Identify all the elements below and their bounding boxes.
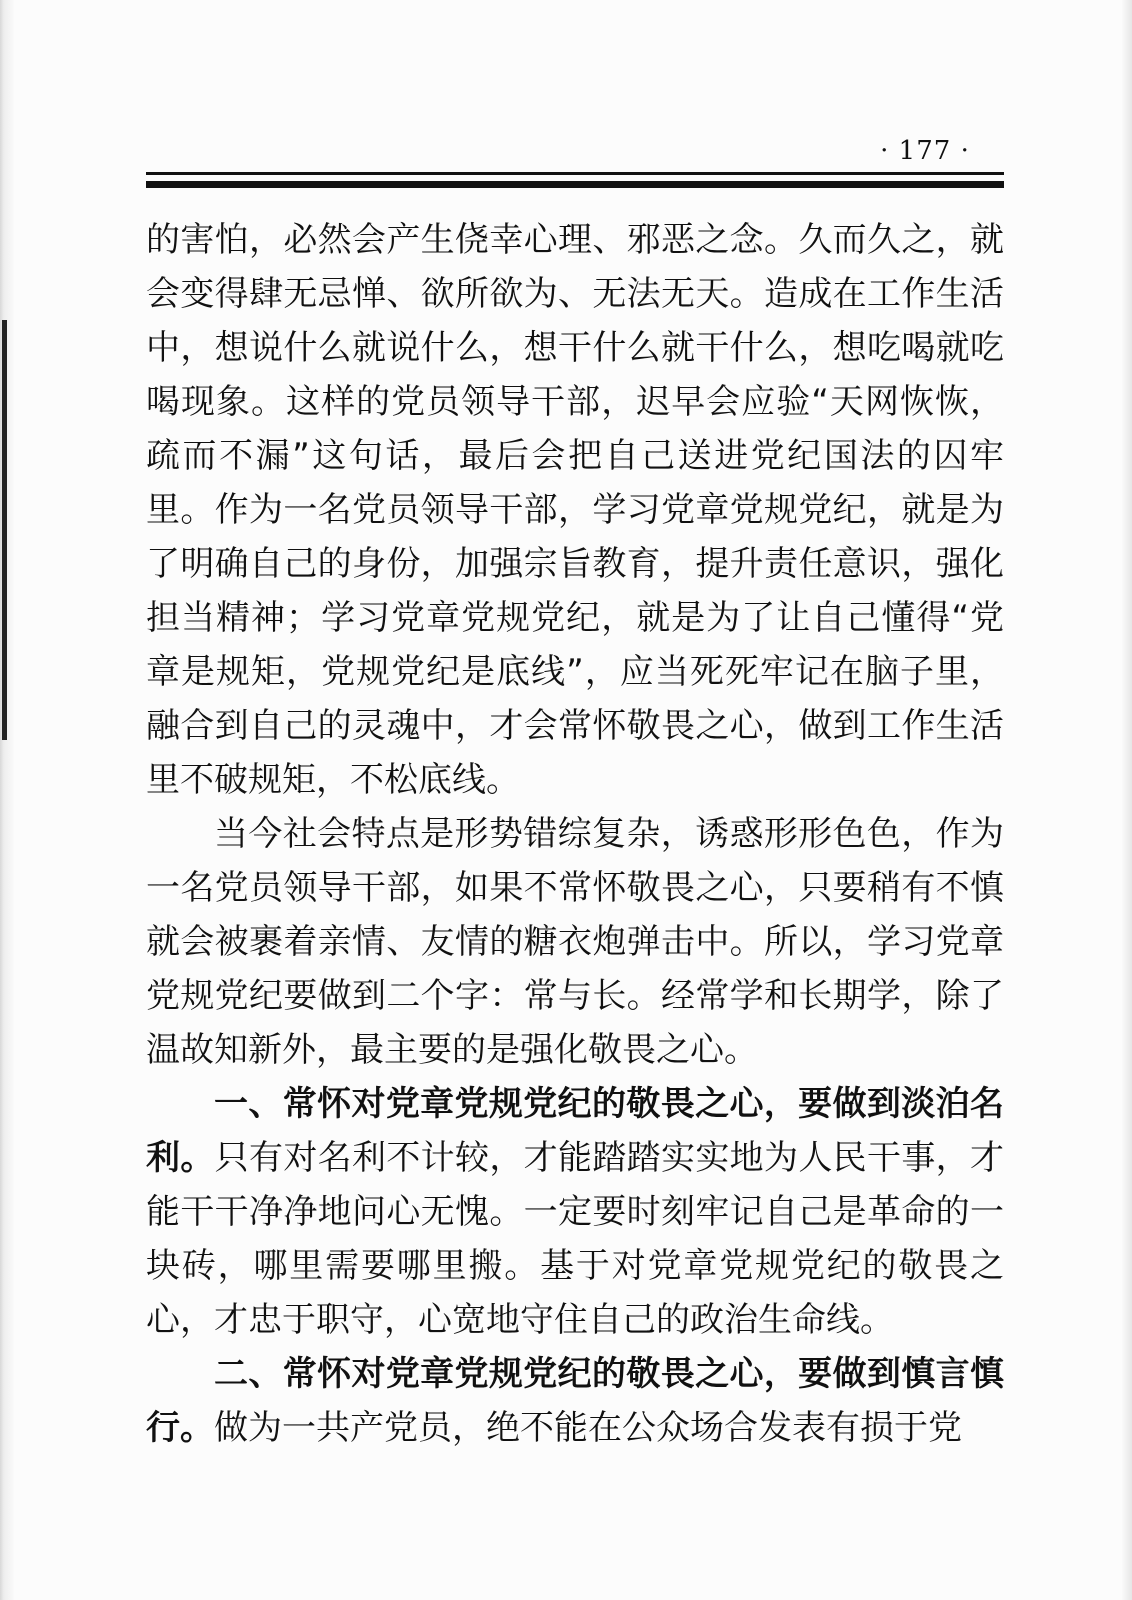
scan-edge-right <box>1122 0 1132 1600</box>
paragraph-4 <box>146 1347 1004 1455</box>
paragraph-2: 当今社会特点是形势错综复杂，诱惑形形色色，作为一名党员领导干部，如果不常怀敬畏之心，只要稍有不慎就会被裹着亲情、友情的糖衣炮弹击中。所以，学习党章党规党纪要做到二个字：常与长。经常学和长期学，除了温故知新外，最主要的是强化敬畏之心。 <box>146 814 1004 1070</box>
scan-mark-left <box>2 320 7 740</box>
paragraph-3-text: 只有对名利不计较，才能踏踏实实地为人民干事，才能干干净净地问心无愧。一定要时刻牢记自己是革命的一块砖，哪里需要哪里搬。基于对党章党规党纪的敬畏之心，才忠于职守，心宽地守住自己的政治生命线。 <box>146 1138 1005 1340</box>
scan-edge-left <box>0 0 14 1600</box>
page-number: · 177 · <box>880 136 970 166</box>
paragraph-3 <box>146 1077 1004 1347</box>
body-text <box>146 213 1004 1455</box>
paragraph-1: 的害怕，必然会产生侥幸心理、邪恶之念。久而久之，就会变得肆无忌惮、欲所欲为、无法无天。造成在工作生活中，想说什么就说什么，想干什么就干什么，想吃喝就吃喝现象。这样的党员领导干部，迟早会应验“天网恢恢，疏而不漏”这句话，最后会把自己送进党纪国法的囚牢里。作为一名党员领导干部，学习党章党规党纪，就是为了明确自己的身份，加强宗旨教育，提升责任意识，强化担当精神；学习党章党规党纪，就是为了让自己懂得“党章是规矩，党规党纪是底线”，应当死死牢记在脑子里，融合到自己的灵魂中，才会常怀敬畏之心，做到工作生活里不破规矩，不松底线。 <box>146 220 1004 800</box>
paragraph-3-heading: 一、常怀对党章党规党纪的敬畏之心，要做到淡泊名利。 <box>146 1084 1004 1178</box>
header-rule-thick <box>146 181 1004 188</box>
paragraph-4-heading: 二、常怀对党章党规党纪的敬畏之心，要做到慎言慎行。 <box>146 1354 1004 1448</box>
paragraph-4-text: 做为一共产党员，绝不能在公众场合发表有损于党 <box>214 1408 962 1448</box>
header-rule-thin <box>146 172 1004 175</box>
